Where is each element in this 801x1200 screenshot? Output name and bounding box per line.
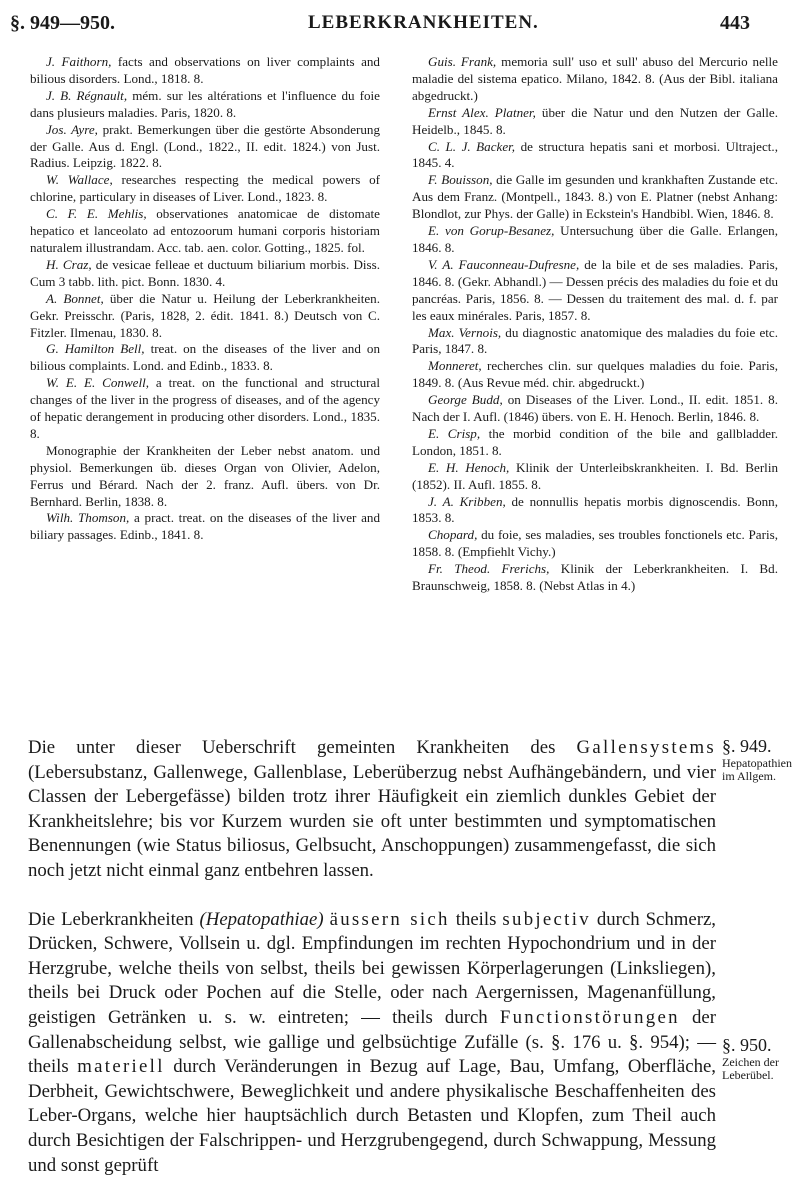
entry-text: a pract. treat. on the diseases of the liver and biliary passages. Edinb., 1841. 8. [30, 510, 380, 543]
entry-text: du diagnostic anatomique des maladies du foie etc. Paris, 1847. 8. [412, 324, 778, 357]
entry-author: Jos. Ayre, [46, 121, 98, 137]
entry-author: J. A. Kribben, [428, 493, 506, 509]
bibliography-entry [412, 139, 778, 173]
margin-note-text: Zeichen der Leberübel. [722, 1055, 779, 1082]
entry-text: du foie, ses maladies, ses troubles fonctionels etc. Paris, 1858. 8. (Empfiehlt Vichy.) [412, 527, 778, 560]
entry-text: de vesicae felleae et ductuum biliarium morbis. Diss. Cum 3 tabb. lith. pict. Bonn. 1830. 4. [30, 256, 381, 289]
entry-text: on Diseases of the Liver. Lond., II. edit. 1851. 8. Nach der I. Aufl. (1846) übers. von E. H. Henoch. Berlin, 1846. 8. [412, 392, 778, 425]
entry-text: über die Natur und den Nutzen der Galle. Heidelb., 1845. 8. [412, 104, 778, 137]
entry-author: E. von Gorup-Besanez, [428, 223, 555, 239]
entry-text: prakt. Bemerkungen über die gestörte Absonderung der Galle. Aus d. Engl. (Lond., 1822., II. edit. 1824.) von Just. Radius. Leipzig. 1822. 8. [30, 121, 381, 171]
bibliography-entry [30, 291, 380, 342]
entry-text: facts and observations on liver complaints and bilious disorders. Lond., 1818. 8. [30, 54, 380, 86]
term-hepatopathiae: (Hepatopathiae) [199, 908, 324, 930]
entry-text: a treat. on the functional and structural changes of the liver in the progress of diseases, and of the agency of hepatic derangement in producing other disorders. Lond., 1835. 8. [30, 375, 380, 441]
text-run: theils [449, 908, 503, 930]
entry-text: Klinik der Leberkrankheiten. I. Bd. Braunschweig, 1858. 8. (Nebst Atlas in 4.) [412, 561, 778, 594]
margin-note-949 [722, 736, 800, 783]
entry-author: V. A. Fauconneau-Dufresne, [428, 256, 580, 272]
entry-author: Guis. Frank, [428, 54, 497, 69]
entry-author: Wilh. Thomson, [46, 510, 130, 526]
bibliography-entry [30, 122, 380, 173]
text-run: Die Leberkrankheiten [28, 908, 200, 930]
entry-text: Monographie der Krankheiten der Leber nebst anatom. und physiol. Bemerkungen üb. dieses Organ von Olivier, Adelon, Ferrus und Bérard. Nach der 2. franz. Aufl. übers. von Dr. Bernhard. Berlin, 1838. 8. [30, 442, 380, 509]
entry-author: E. H. Henoch, [428, 459, 510, 475]
entry-text: de la bile et de ses maladies. Paris, 1846. 8. (Gekr. Abhandl.) — Dessen précis des maladies du foie et du pancréas. Paris, 1856. 8. — Dessen du traitement des mal. d. f. par les eaux minérales. Paris, 1857. 8. [412, 256, 779, 323]
bibliography-entry [30, 172, 380, 206]
running-header [0, 0, 801, 40]
bibliography-entry [412, 426, 778, 460]
entry-text: de nonnullis hepatis morbis dignoscendis. Bonn, 1853. 8. [412, 493, 778, 526]
bibliography-entry [412, 54, 778, 105]
entry-author: F. Bouisson, [428, 172, 493, 188]
bibliography-entry [30, 54, 380, 88]
text-run: durch Veränderungen in Bezug auf Lage, Bau, Umfang, Oberfläche, Derbheit, Gewichtschwere, Beweglichkeit und andere physikalische Beschaffenheiten des Leber-Organs, welche hier hauptsächlich durch Betasten und Klopfen, zum Theil auch durch Besichtigen der Falschrippen- und Herzgrubengegend, durch Schwappung, Messung und sonst geprüft [28, 1056, 716, 1176]
bibliography-right-column [412, 54, 778, 595]
entry-text: Untersuchung über die Galle. Erlangen, 1846. 8. [412, 223, 778, 255]
entry-author: Ernst Alex. Platner, [428, 104, 536, 120]
bibliography-entry [412, 172, 778, 223]
bibliography-entry [412, 257, 778, 325]
entry-author: J. B. Régnault, [46, 87, 128, 103]
entry-author: J. Faithorn, [46, 54, 112, 69]
bibliography-entry [30, 88, 380, 122]
entry-text: recherches clin. sur quelques maladies du foie. Paris, 1849. 8. (Aus Revue méd. chir. abgedruckt.) [412, 358, 778, 391]
entry-text: the morbid condition of the bile and gallbladder. London, 1851. 8. [412, 425, 778, 458]
entry-text: die Galle im gesunden und krankhaften Zustande etc. Aus dem Franz. (Montpell., 1843. 8.) von E. Platner (nebst Anhang: Blondlot, zur Phys. der Galle) in Eckstein's Handbibl. Wien, 1846. 8. [412, 172, 778, 222]
entry-text: researches respecting the medical powers of chlorine, particulary in diseases of Liver. Lond., 1823. 8. [30, 172, 380, 205]
main-text [28, 736, 716, 1178]
emphasis-materiell: materiell [77, 1056, 165, 1078]
entry-author: Fr. Theod. Frerichs, [428, 561, 550, 577]
entry-text: memoria sull' uso et sull' abuso del Mercurio nelle maladie del sistema epatico. Milano, 1842. 8. (Aus der Bibl. italiana abgedruckt.) [412, 54, 778, 103]
bibliography-entry [30, 341, 380, 375]
entry-author: Monneret, [428, 358, 482, 374]
bibliography-entry [30, 375, 380, 443]
entry-text: treat. on the diseases of the liver and on bilious complaints. Lond. and Edinb., 1833. 8. [30, 341, 380, 374]
bibliography-entry [30, 206, 380, 257]
entry-text: mém. sur les altérations et l'influence du foie dans plusieurs maladies. Paris, 1820. 8. [30, 87, 380, 120]
bibliography-entry [412, 392, 778, 426]
bibliography-entry [412, 494, 778, 528]
bibliography-entry [412, 460, 778, 494]
entry-author: H. Craz, [46, 256, 92, 272]
entry-author: A. Bonnet, [46, 290, 104, 306]
bibliography-entry [412, 527, 778, 561]
emphasis-gallensystems: Gallensystems [576, 737, 716, 758]
page-number: 443 [720, 12, 750, 34]
entry-author: Max. Vernois, [428, 324, 502, 340]
margin-note-950 [722, 1035, 800, 1082]
text-run: durch Schmerz, Drücken, Schwere, Vollsein u. dgl. Empfindungen im rechten Hypochondrium und in der Herzgrube, welche theils von selbst, theils bei gewissen Körperlagerungen (Linksliegen), theils bei Druck oder Pochen auf die Stelle, oder nach Aergernissen, Magenanfüllung, geistigen Getränken u. s. w. eintreten; — theils durch [28, 908, 717, 1028]
paragraph-950 [28, 908, 716, 1179]
entry-text: observationes anatomicae de distomate hepatico et lanceolato ad entozoorum humani corporis historiam naturalem illustrandam. Acc. tab. aen. color. Gotting., 1825. fol. [30, 206, 380, 255]
bibliography-entry [30, 443, 380, 511]
emphasis-subjectiv: subjectiv [502, 908, 591, 930]
emphasis-aeussern: äussern sich [329, 908, 450, 930]
entry-author: W. E. E. Conwell, [46, 375, 150, 391]
margin-section-number: §. 950. [722, 1035, 772, 1055]
entry-author: George Budd, [428, 392, 503, 408]
entry-author: W. Wallace, [46, 172, 113, 188]
emphasis-functionstoerungen: Functionstörungen [499, 1006, 680, 1028]
entry-author: G. Hamilton Bell, [46, 341, 145, 357]
bibliography-entry [412, 223, 778, 257]
text-run: Die unter dieser Ueberschrift gemeinten Krankheiten des [28, 737, 577, 758]
entry-text: de structura hepatis sani et morbosi. Ultraject., 1845. 4. [412, 138, 778, 171]
bibliography-entry [412, 325, 778, 359]
bibliography-entry [412, 358, 778, 392]
section-range: §. 949—950. [10, 12, 115, 34]
margin-section-number: §. 949. [722, 736, 772, 756]
text-run: der Gallenabscheidung selbst, wie gallige und gelbsüchtige Zufälle (s. §. 176 u. §. 954); — theils [28, 1006, 716, 1078]
running-title: LEBERKRANKHEITEN. [308, 12, 539, 33]
bibliography-entry [412, 561, 778, 595]
bibliography-entry [30, 510, 380, 544]
entry-author: Chopard, [428, 527, 478, 543]
entry-author: E. Crisp, [428, 425, 481, 441]
paragraph-949 [28, 736, 716, 884]
entry-text: über die Natur u. Heilung der Leberkrankheiten. Gekr. Preisschr. (Paris, 1828, 2. édit. 1841. 8.) Deutsch von C. Fitzler. Ilmenau, 1830. 8. [30, 290, 380, 340]
bibliography-entry [30, 257, 380, 291]
entry-text: Klinik der Unterleibskrankheiten. I. Bd. Berlin (1852). II. Aufl. 1855. 8. [412, 459, 779, 492]
entry-author: C. F. E. Mehlis, [46, 206, 147, 222]
margin-note-text: Hepatopathien im Allgem. [722, 756, 792, 783]
bibliography-entry [412, 105, 778, 139]
text-run: (Lebersubstanz, Gallenwege, Gallenblase, Leberüberzug nebst Aufhängebändern, und vier Classen der Lebergefässe) bilden trotz ihrer Häufigkeit ein ziemlich dunkles Gebiet der Krankheitslehre; bis vor Kurzem wurden sie oft unter bestimmten und symptomatischen Benennungen (wie Status biliosus, Gelbsucht, Anschoppungen) zusammengefasst, die sich noch jetzt nicht einmal ganz entbehren lassen. [28, 761, 716, 881]
bibliography-left-column [30, 54, 380, 544]
entry-author: C. L. J. Backer, [428, 138, 516, 154]
